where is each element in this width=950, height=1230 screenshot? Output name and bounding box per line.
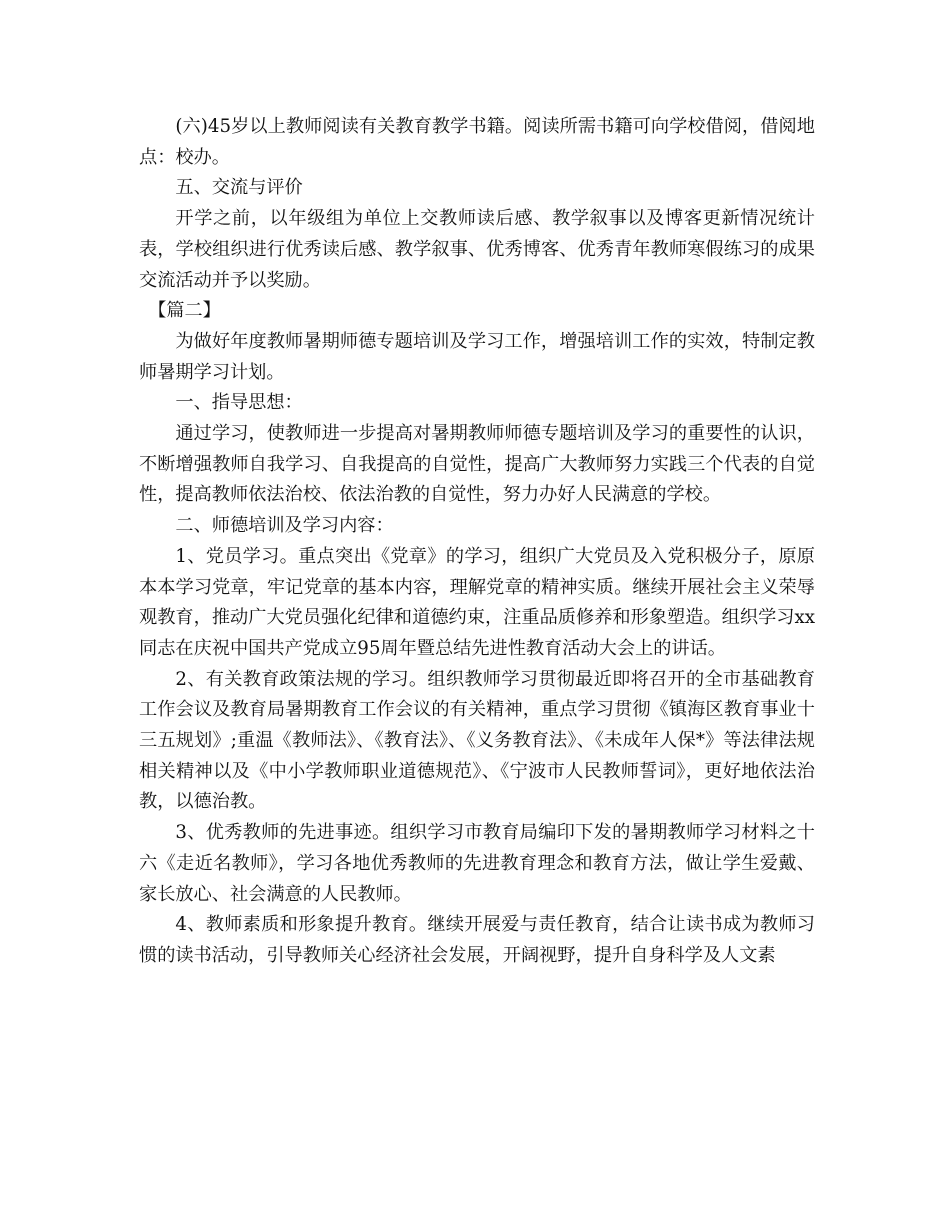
paragraph-exchange-details: 开学之前，以年级组为单位上交教师读后感、教学叙事以及博客更新情况统计表，学校组织进行优秀读后感、教学叙事、优秀博客、优秀青年教师寒假练习的成果交流活动并予以奖励。: [139, 208, 815, 291]
section-mark-part-two: 【篇二】: [148, 300, 221, 322]
paragraph-policy-study: 2、有关教育政策法规的学习。组织教师学习贯彻最近即将召开的全市基础教育工作会议及教育局暑期教育工作会议的有关精神，重点学习贯彻《镇海区教育事业十三五规划》;重温《教师法》、《教育法》、《义务教育法》、《未成年人保*》等法律法规相关精神以及《中小学教师职业道德规范》、《宁波市人民教师誓词》，更好地依法治教，以德治教。: [139, 668, 815, 813]
paragraph-plan-intro: 为做好年度教师暑期师德专题培训及学习工作，增强培训工作的实效，特制定教师暑期学习计划。: [139, 330, 815, 383]
paragraph-teacher-quality: 4、教师素质和形象提升教育。继续开展爱与责任教育，结合让读书成为教师习惯的读书活动，引导教师关心经济社会发展，开阔视野，提升自身科学及人文素: [139, 914, 815, 966]
heading-guiding-ideology: 一、指导思想：: [175, 392, 303, 414]
paragraph-excellent-teachers: 3、优秀教师的先进事迹。组织学习市教育局编印下发的暑期教师学习材料之十六《走近名教师》，学习各地优秀教师的先进教育理念和教育方法，做让学生爱戴、家长放心、社会满意的人民教师。: [139, 822, 815, 905]
paragraph-reading-requirement: (六)45岁以上教师阅读有关教育教学书籍。阅读所需书籍可向学校借阅，借阅地点：校办。: [139, 116, 815, 168]
paragraph-guiding-ideology: 通过学习，使教师进一步提高对暑期教师师德专题培训及学习的重要性的认识，不断增强教师自我学习、自我提高的自觉性，提高广大教师努力实践三个代表的自觉性，提高教师依法治校、依法治教的自觉性，努力办好人民满意的学校。: [139, 423, 815, 506]
paragraph-party-member-study: 1、党员学习。重点突出《党章》的学习，组织广大党员及入党积极分子，原原本本学习党章，牢记党章的基本内容，理解党章的精神实质。继续开展社会主义荣辱观教育，推动广大党员强化纪律和道德约束，注重品质修养和形象塑造。组织学习xx同志在庆祝中国共产党成立95周年暨总结先进性教育活动大会上的讲话。: [139, 545, 815, 659]
document-page: [139, 112, 815, 972]
heading-exchange-evaluation: 五、交流与评价: [175, 177, 303, 199]
heading-training-content: 二、师德培训及学习内容：: [175, 515, 394, 537]
